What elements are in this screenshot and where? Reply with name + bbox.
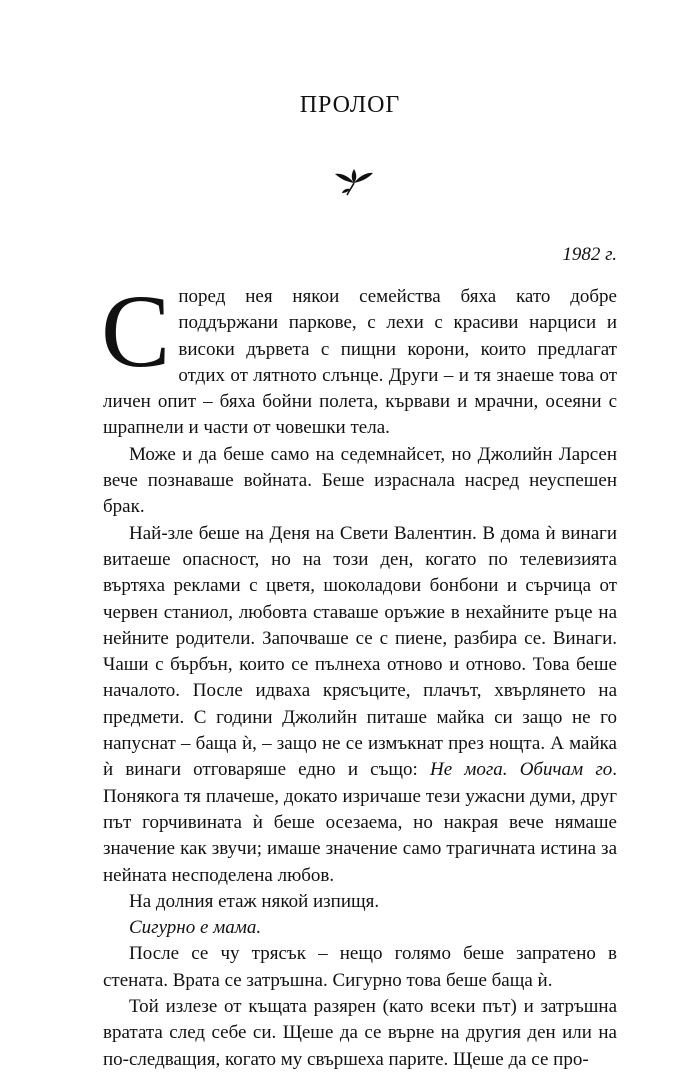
paragraph-6: После се чу трясък – нещо голямо беше запратено в стената. Врата се затръшна. Сигурно това беше баща ѝ.	[103, 943, 617, 991]
floral-leaf-ornament-icon	[334, 166, 374, 196]
drop-cap: С	[101, 274, 171, 389]
paragraph-7: Той излезе от къщата разярен (като всеки път) и затръшна вратата след себе си. Щеше да се върне на другия ден или на по-следващия, когато му свършеха парите. Щеше да се про-	[103, 996, 617, 1070]
paragraph-2: Може и да беше само на седемнайсет, но Джолийн Ларсен вече познаваше войната. Беше израснала насред неуспешен брак.	[103, 443, 617, 518]
paragraph-5-italic: Сигурно е мама.	[129, 917, 262, 939]
paragraph-4: На долния етаж някой изпищя.	[129, 890, 380, 912]
body-text	[101, 274, 617, 1073]
paragraph-3	[103, 521, 617, 889]
chapter-title: ПРОЛОГ	[299, 92, 401, 118]
paragraph-1-text: поред нея някои семейства бяха като добре поддържани паркове, с лехи с красиви нарциси и високи дървета с пищни корони, които предлагат отдих от лятното слънце. Други – и тя знаеше това от личен опит – бяха бойни полета, кървави и мрачни, осеяни с шрапнели и части от човешки тела.	[103, 286, 617, 439]
paragraph-3-italic-quote: Не мога. Обичам го	[429, 759, 613, 781]
paragraph-3-text-end: . Понякога тя плачеше, докато изричаше тези ужасни думи, друг път горчивината ѝ беше осезаема, но накрая вече нямаше значение как звучи; имаше значение само трагичната истина за нейната несподелена любов.	[103, 759, 617, 886]
paragraph-1	[101, 274, 617, 442]
paragraph-3-text-start: Най-зле беше на Деня на Свети Валентин. В дома ѝ винаги витаеше опасност, но на този ден, когато по телевизията въртяха реклами с цветя, шоколадови бонбони и сърчица от червен станиол, любовта ставаше оръжие в нехайните ръце на нейните родители. Започваше се с пиене, разбира се. Винаги. Чаши с бърбън, които се пълнеха отново и отново. Това беше началото. После идваха крясъците, плачът, хвърлянето на предмети. С години Джолийн питаше майка си защо не го напуснат – баща ѝ, – защо не се измъкнат през нощта. А майка ѝ винаги отговаряше едно и също:	[103, 522, 617, 781]
chapter-date: 1982 г.	[562, 244, 617, 265]
